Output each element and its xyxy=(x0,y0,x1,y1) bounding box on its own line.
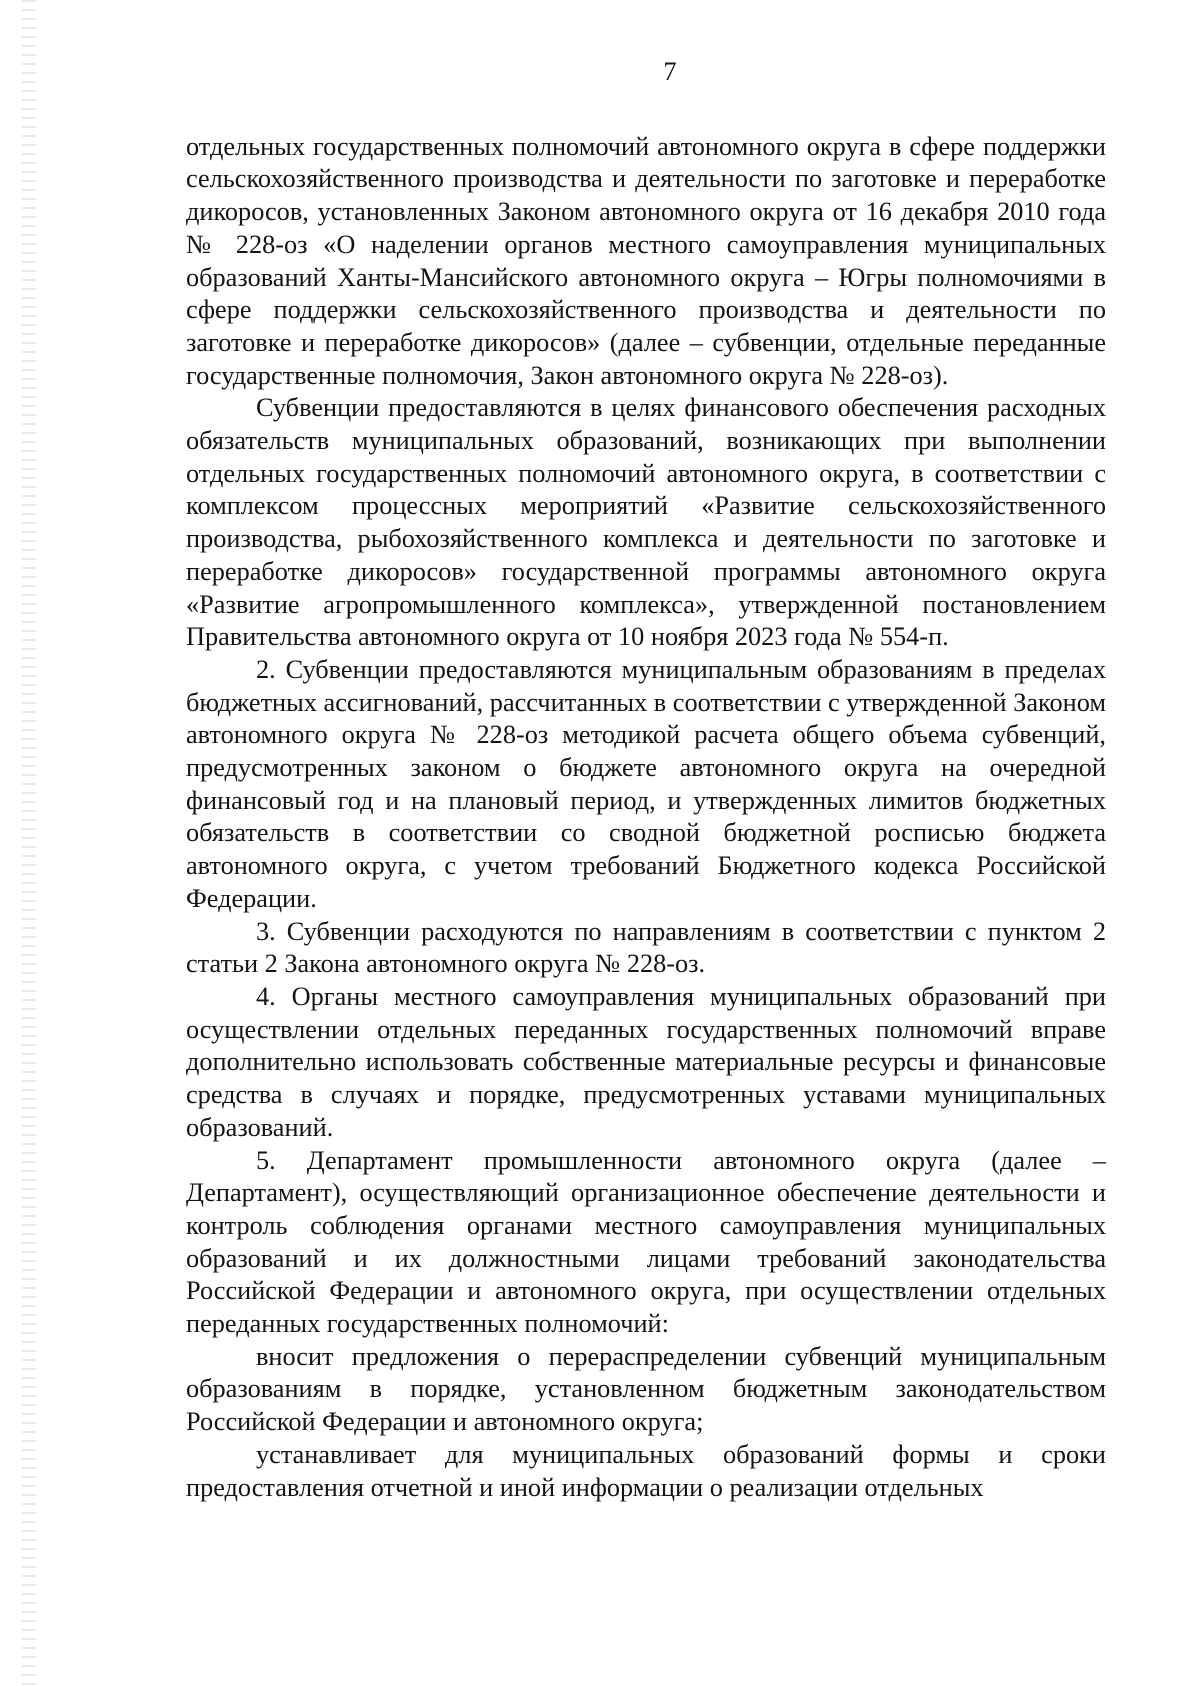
scan-edge-artifact xyxy=(22,0,36,1686)
paragraph-item-3: 3. Субвенции расходуются по направлениям в соответствии с пунктом 2 статьи 2 Закона автономного округа № 228-оз. xyxy=(186,916,1106,979)
paragraph-item-5: 5. Департамент промышленности автономного округа (далее – Департамент), осуществляющий организационное обеспечение деятельности и контроль соблюдения органами местного самоуправления муниципальных образований и их должностными лицами требований законодательства Российской Федерации и автономного округа, при осуществлении отдельных переданных государственных полномочий: xyxy=(186,1145,1106,1339)
paragraph-continuation: отдельных государственных полномочий автономного округа в сфере поддержки сельскохозяйственного производства и деятельности по заготовке и переработке дикоросов, установленных Законом автономного округа от 16 декабря 2010 года № 228-оз «О наделении органов местного самоуправления муниципальных образований Ханты-Мансийского автономного округа – Югры полномочиями в сфере поддержки сельскохозяйственного производства и деятельности по заготовке и переработке дикоросов» (далее – субвенции, отдельные переданные государственные полномочия, Закон автономного округа № 228-оз). xyxy=(186,131,1106,390)
paragraph-item-4: 4. Органы местного самоуправления муниципальных образований при осуществлении отдельных переданных государственных полномочий вправе дополнительно использовать собственные материальные ресурсы и финансовые средства в случаях и порядке, предусмотренных уставами муниципальных образований. xyxy=(186,981,1106,1142)
paragraph-subventions-purpose: Субвенции предоставляются в целях финансового обеспечения расходных обязательств муниципальных образований, возникающих при выполнении отдельных государственных полномочий автономного округа, в соответствии с комплексом процессных мероприятий «Развитие сельскохозяйственного производства, рыбохозяйственного комплекса и деятельности по заготовке и переработке дикоросов» государственной программы автономного округа «Развитие агропромышленного комплекса», утвержденной постановлением Правительства автономного округа от 10 ноября 2023 года № 554-п. xyxy=(186,393,1106,652)
paragraph-item-5-reporting: устанавливает для муниципальных образований формы и сроки предоставления отчетной и иной информации о реализации отдельных xyxy=(186,1439,1106,1502)
paragraph-item-5-redistribution: вносит предложения о перераспределении субвенций муниципальным образованиям в порядке, установленном бюджетным законодательством Российской Федерации и автономного округа; xyxy=(186,1341,1106,1437)
page-number: 7 xyxy=(663,57,677,86)
document-page xyxy=(186,56,1106,1504)
paragraph-item-2: 2. Субвенции предоставляются муниципальным образованиям в пределах бюджетных ассигнований, рассчитанных в соответствии с утвержденной Законом автономного округа № 228-оз методикой расчета общего объема субвенций, предусмотренных законом о бюджете автономного округа на очередной финансовый год и на плановый период, и утвержденных лимитов бюджетных обязательств в соответствии со сводной бюджетной росписью бюджета автономного округа, с учетом требований Бюджетного кодекса Российской Федерации. xyxy=(186,654,1106,913)
